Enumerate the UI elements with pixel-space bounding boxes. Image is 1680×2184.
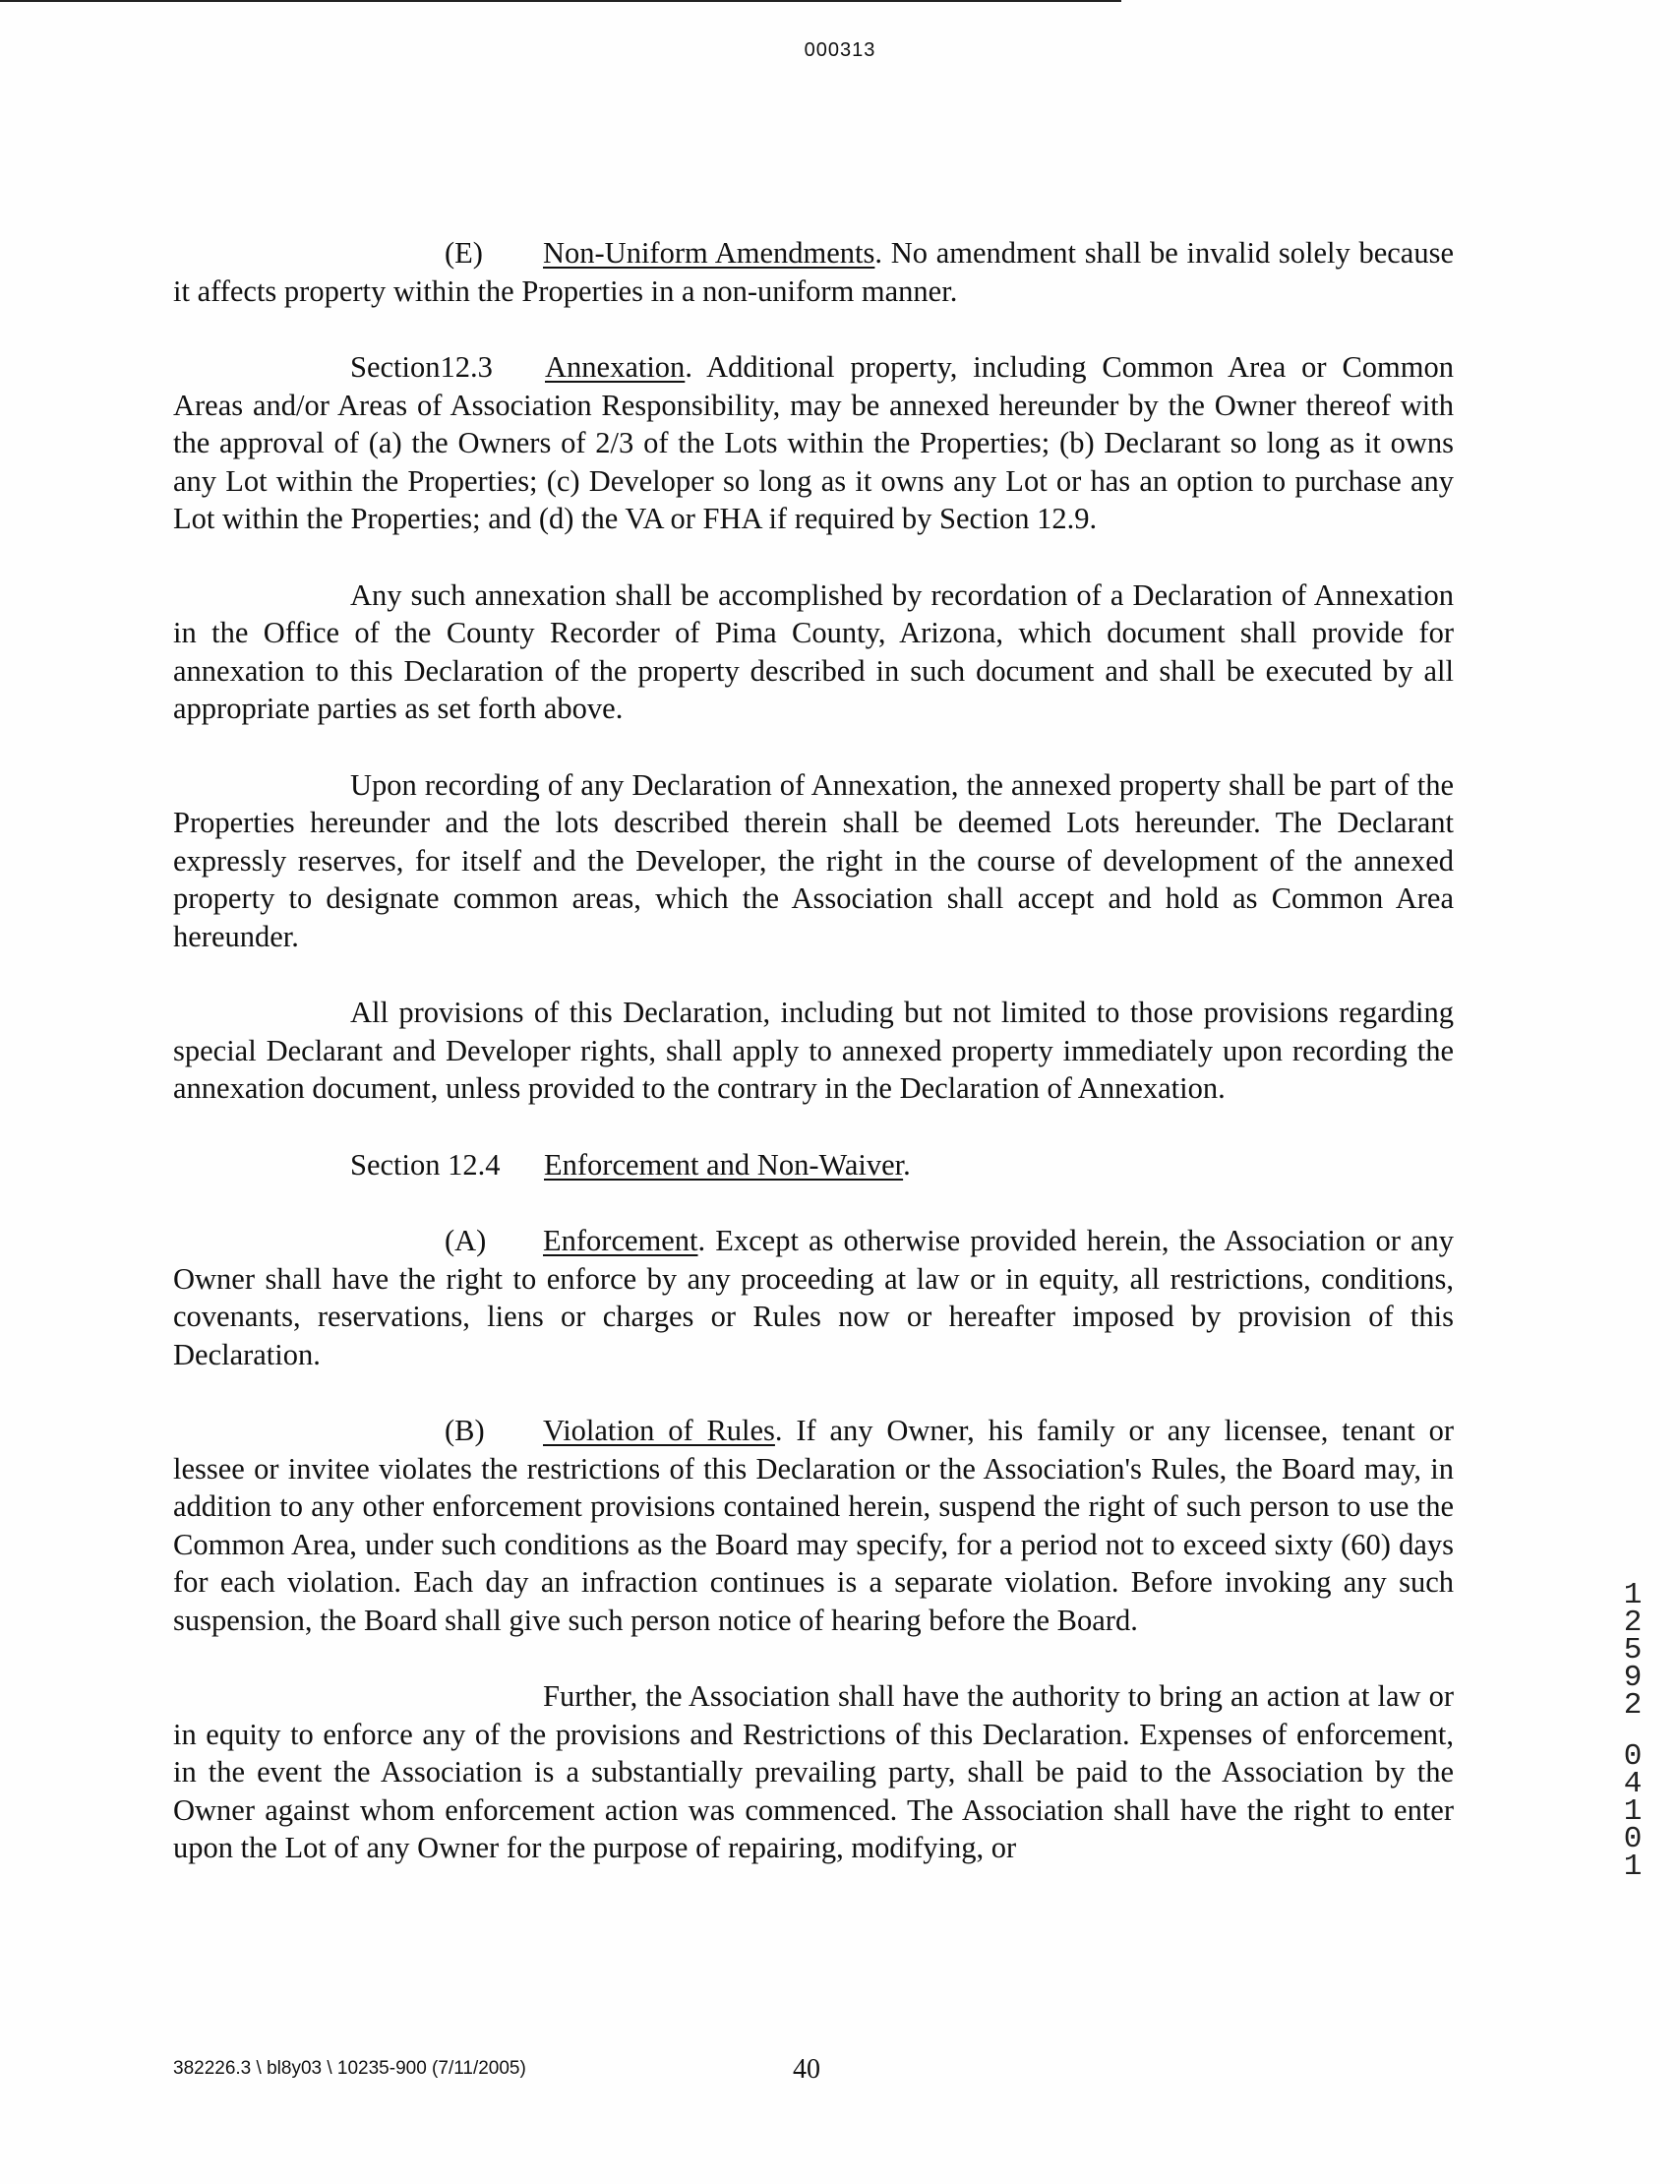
clause-text-e: . No amendment shall be invalid solely because it affects property within the Properties in a non-uniform manner. <box>173 236 1454 308</box>
paragraph-section-12-3 <box>173 348 1454 538</box>
side-stamp-digit: 2 <box>1623 1606 1643 1640</box>
top-border-line <box>0 0 1121 2</box>
section-title-period: . <box>903 1147 911 1182</box>
footer-file-reference: 382226.3 \ bl8y03 \ 10235-900 (7/11/2005) <box>173 2058 526 2079</box>
footer-page-number: 40 <box>793 2054 820 2085</box>
side-stamp-digit: 4 <box>1623 1767 1643 1801</box>
paragraph-annexation-recording: Upon recording of any Declaration of Annexation, the annexed property shall be part of the Properties hereunder and the lots described therein shall be deemed Lots hereunder. The Declarant expressly reserves, for itself and the Developer, the right in the course of development of the annexed property to designate common areas, which the Association shall accept and hold as Common Area hereunder. <box>173 767 1454 953</box>
side-stamp-digit: 0 <box>1623 1822 1643 1856</box>
clause-label-a: (A) <box>445 1224 487 1257</box>
paragraph-further-authority: Further, the Association shall have the authority to bring an action at law or in equity to enforce any of the provisions and Restrictions of this Declaration. Expenses of enforcement, in the event the Association is a substantially prevailing party, shall be paid to the Association by the Owner against whom enforcement action was commenced. The Association shall have the right to enter upon the Lot of any Owner for the purpose of repairing, modifying, or <box>173 1679 1454 1864</box>
side-stamp-digit: 1 <box>1623 1794 1643 1829</box>
side-stamp-digit: 0 <box>1623 1739 1643 1774</box>
clause-title-enforcement: Enforcement <box>543 1224 698 1257</box>
side-stamp-digit: 1 <box>1623 1850 1643 1884</box>
section-title-enforcement-non-waiver: Enforcement and Non-Waiver <box>544 1147 904 1182</box>
document-number: 000313 <box>804 39 876 61</box>
side-stamp-digit: 9 <box>1623 1661 1643 1695</box>
clause-text-b: . If any Owner, his family or any licensee, tenant or lessee or invitee violates the restrictions of this Declaration or the Association's Rules, the Board may, in addition to any other enforcement provisions contained herein, suspend the right of such person to use the Common Area, under such conditions as the Board may specify, for a period not to exceed sixty (60) days for each violation. Each day an infraction continues is a separate violation. Before invoking any such suspension, the Board shall give such person notice of hearing before the Board. <box>173 1414 1454 1637</box>
paragraph-e-non-uniform-amendments <box>173 234 1454 310</box>
section-text-12-3: . Additional property, including Common Area or Common Areas and/or Areas of Association Responsibility, may be annexed hereunder by the Owner thereof with the approval of (a) the Owners of 2/3 of the Lots within the Properties; (b) Declarant so long as it owns any Lot within the Properties; (c) Developer so long as it owns any Lot or has an option to purchase any Lot within the Properties; and (d) the VA or FHA if required by Section 12.9. <box>173 350 1454 535</box>
section-title-annexation: Annexation <box>545 350 686 384</box>
section-label-12-4: Section 12.4 <box>350 1147 501 1182</box>
paragraph-annexation-recordation: Any such annexation shall be accomplished by recordation of a Declaration of Annexation in the Office of the County Recorder of Pima County, Arizona, which document shall provide for annexation to this Declaration of the property described in such document and shall be executed by all appropriate parties as set forth above. <box>173 577 1454 725</box>
side-stamp-digit: 1 <box>1623 1578 1643 1612</box>
paragraph-annexation-provisions: All provisions of this Declaration, including but not limited to those provisions regarding special Declarant and Developer rights, shall apply to annexed property immediately upon recording the annexation document, unless provided to the contrary in the Declaration of Annexation. <box>173 996 1454 1105</box>
paragraph-a-enforcement <box>173 1222 1454 1373</box>
clause-title-non-uniform-amendments: Non-Uniform Amendments <box>543 236 875 270</box>
side-stamp-digit: 5 <box>1623 1633 1643 1668</box>
clause-text-a: . Except as otherwise provided herein, the Association or any Owner shall have the right to enforce by any proceeding at law or in equity, all restrictions, conditions, covenants, reservations, liens or charges or Rules now or hereafter imposed by provision of this Declaration. <box>173 1224 1454 1371</box>
clause-label-b: (B) <box>445 1414 485 1447</box>
section-label-12-3: Section12.3 <box>350 350 493 384</box>
document-body <box>173 234 1454 1906</box>
side-stamp-number <box>1613 1578 1652 1884</box>
side-stamp-digit: 2 <box>1623 1688 1643 1723</box>
section-heading-12-4 <box>173 1146 1454 1184</box>
clause-title-violation-of-rules: Violation of Rules <box>543 1414 775 1447</box>
clause-label-e: (E) <box>445 236 483 270</box>
paragraph-b-violation-of-rules <box>173 1412 1454 1639</box>
